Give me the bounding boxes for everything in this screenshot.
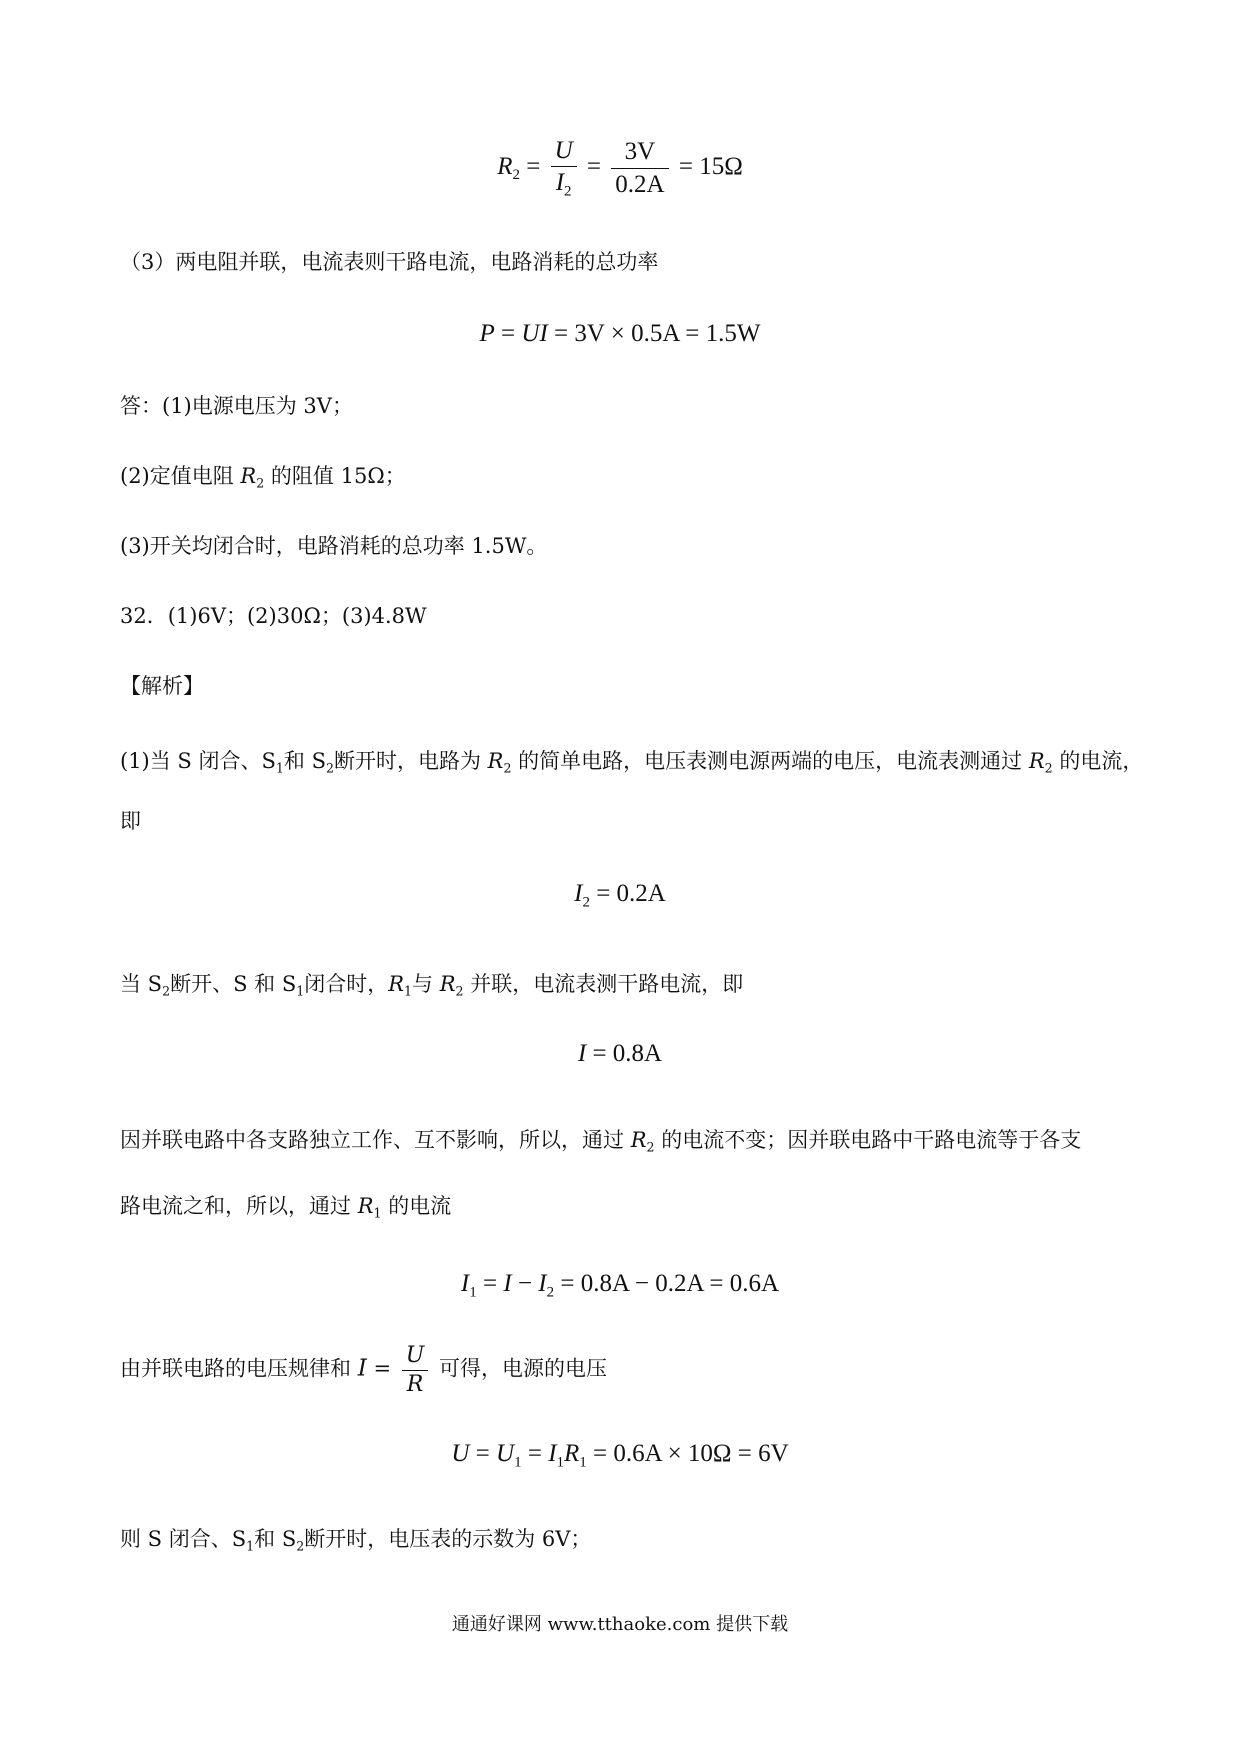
var-i: I: [577, 1040, 587, 1067]
subscript: 2: [503, 760, 512, 776]
analysis-line-4: [120, 1342, 607, 1398]
result: = 15Ω: [678, 152, 743, 180]
result: = 0.6A × 10Ω = 6V: [586, 1440, 789, 1467]
text: 闭合时，: [304, 972, 389, 996]
result: = 0.2A: [589, 880, 666, 907]
equation-i: [0, 1040, 1240, 1068]
var-r: R: [497, 152, 513, 180]
subscript: 2: [564, 183, 572, 200]
text: 和 S: [254, 1527, 297, 1551]
text: 断开、S 和 S: [170, 972, 297, 996]
text: 的电流不变；因并联电路中干路电流等于各支: [654, 1128, 1082, 1152]
subscript: 1: [296, 983, 305, 999]
var-r: R: [388, 972, 405, 996]
var-r: R: [1028, 749, 1045, 773]
answer-2: [120, 460, 406, 490]
subscript: 1: [246, 1538, 255, 1554]
var-r: R: [439, 972, 456, 996]
var-i: I: [548, 1440, 557, 1467]
fraction-u-over-r: [402, 1342, 429, 1398]
denominator: R: [406, 1371, 424, 1397]
equals-sign: =: [366, 1356, 398, 1381]
result: = 3V × 0.5A = 1.5W: [547, 320, 761, 347]
text: 的电流: [381, 1194, 452, 1218]
var-u: U: [496, 1440, 515, 1467]
analysis-line-2: [120, 968, 743, 998]
analysis-line-3b: [120, 1190, 451, 1220]
var-r: R: [564, 1440, 580, 1467]
text: 路电流之和，所以，通过: [120, 1194, 358, 1218]
subscript: 2: [455, 983, 464, 999]
footer-credit: 通通好课网 www.tthaoke.com 提供下载: [451, 1614, 789, 1635]
subscript: 2: [512, 167, 520, 184]
answer-3: (3)开关均闭合时，电路消耗的总功率 1.5W。: [120, 534, 548, 558]
text: 断开时，电路为: [333, 749, 488, 773]
var-r: R: [240, 464, 257, 488]
analysis-line-5: [120, 1523, 591, 1553]
text: (2)定值电阻: [120, 464, 241, 488]
equation-power: [0, 320, 1240, 348]
subscript: 1: [579, 1454, 587, 1471]
subscript: 1: [469, 1284, 477, 1301]
subscript: 1: [404, 983, 413, 999]
text: 当 S: [120, 972, 163, 996]
analysis-line-1: [120, 745, 1143, 775]
var-i: I: [503, 1270, 512, 1297]
var-ui: UI: [521, 320, 548, 347]
var-i: I: [574, 880, 583, 907]
subscript: 2: [162, 983, 171, 999]
analysis-line-1b: 即: [120, 809, 141, 833]
text: 断开时，电压表的示数为 6V；: [304, 1527, 592, 1551]
equals-sign: =: [586, 152, 602, 180]
subscript: 2: [1044, 760, 1053, 776]
analysis-heading: 【解析】: [120, 674, 204, 698]
numerator: U: [551, 135, 577, 167]
answer-1: 答：(1)电源电压为 3V；: [120, 394, 353, 418]
subscript: 1: [373, 1205, 382, 1221]
text: 由并联电路的电压规律和: [120, 1356, 358, 1381]
text: 与: [412, 972, 440, 996]
equation-r2: [0, 135, 1240, 201]
result: = 0.8A − 0.2A = 0.6A: [554, 1270, 780, 1297]
equals-sign: =: [476, 1270, 504, 1297]
var-u: U: [451, 1440, 470, 1467]
text: 和 S: [283, 749, 326, 773]
text: 可得，电源的电压: [432, 1356, 607, 1381]
subscript: 1: [514, 1454, 522, 1471]
equals-sign: =: [494, 320, 522, 347]
text: 则 S 闭合、S: [120, 1527, 247, 1551]
subscript: 2: [646, 1139, 655, 1155]
equals-sign: =: [521, 1440, 549, 1467]
text: (1)当 S 闭合、S: [120, 749, 276, 773]
text: 因并联电路中各支路独立工作、互不影响，所以，通过: [120, 1128, 631, 1152]
subscript: 2: [256, 475, 265, 491]
equals-sign: =: [469, 1440, 497, 1467]
text: 的阻值 15Ω；: [264, 464, 406, 488]
subscript: 2: [582, 894, 590, 911]
analysis-line-3a: [120, 1124, 1081, 1154]
result: = 0.8A: [586, 1040, 663, 1067]
question-32-answer: 32．(1)6V；(2)30Ω；(3)4.8W: [120, 604, 427, 628]
var-p: P: [479, 320, 495, 347]
text: 并联，电流表测干路电流，即: [463, 972, 744, 996]
equation-u: [0, 1440, 1240, 1471]
equals-sign: =: [526, 152, 541, 180]
equation-i2: [0, 880, 1240, 911]
paragraph-3: （3）两电阻并联，电流表则干路电流，电路消耗的总功率: [120, 250, 659, 274]
var-i: I: [357, 1355, 367, 1382]
var-r: R: [630, 1128, 647, 1152]
numerator: 3V: [611, 136, 668, 168]
denominator: 0.2A: [615, 170, 665, 198]
subscript: 1: [275, 760, 284, 776]
numerator: U: [402, 1342, 429, 1371]
subscript: 2: [546, 1284, 555, 1301]
fraction-3v-over-02a: [611, 136, 668, 200]
denominator: I: [555, 169, 565, 197]
subscript: 1: [556, 1454, 565, 1471]
var-r: R: [487, 749, 504, 773]
var-i: I: [538, 1270, 547, 1297]
var-i: I: [460, 1270, 470, 1297]
var-r: R: [357, 1194, 374, 1218]
subscript: 2: [296, 1538, 305, 1554]
equation-i1: [0, 1270, 1240, 1301]
minus-sign: −: [511, 1270, 539, 1297]
fraction-u-over-i2: [551, 135, 577, 201]
text: 的简单电路，电压表测电源两端的电压，电流表测通过: [511, 749, 1029, 773]
subscript: 2: [325, 760, 334, 776]
text: 的电流，: [1052, 749, 1144, 773]
